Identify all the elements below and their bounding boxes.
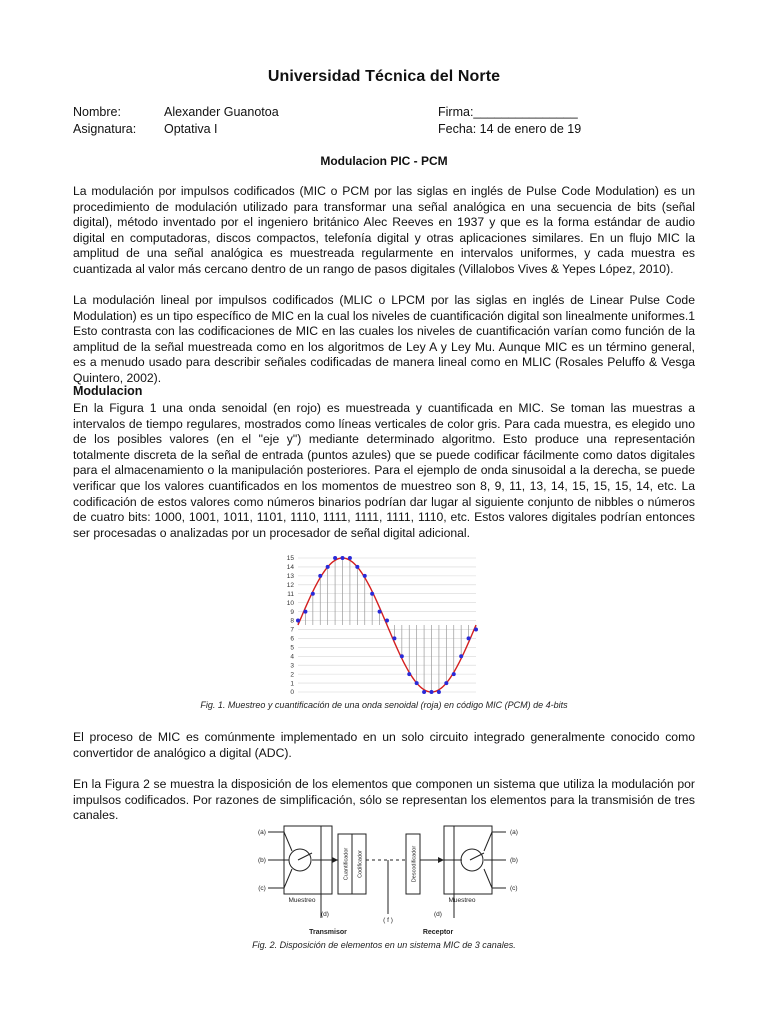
sample-point [385, 619, 389, 623]
sample-point [378, 610, 382, 614]
sample-point [407, 672, 411, 676]
sample-point [459, 654, 463, 658]
label-d-right: (d) [434, 911, 442, 918]
sample-point [437, 690, 441, 694]
label-receptor: Receptor [422, 929, 454, 936]
sample-point [415, 681, 419, 685]
document-title: Modulacion PIC - PCM [320, 154, 448, 168]
figure-1-chart [278, 552, 488, 702]
paragraph-intro: La modulación por impulsos codificados (MIC o PCM por las siglas en inglés de Pulse Code Modulation) es un procedimiento de modulación utilizado para transformar una señal analógica en una secuencia de bits (señal digital), método inventado por el ingeniero británico Alec Reeves en 1937 y que es la forma estándar de audio digital en computadoras, discos compactos, telefonía digital y otras aplicaciones similares. En un flujo MIC la amplitud de una señal analógica es muestreada regularmente en intervalos uniformes, y cada muestra es cuantizada al valor más cercano dentro de un rango de pasos digitales (Villalobos Vives & Yepes López, 2010). [73, 184, 695, 276]
sample-point [467, 636, 471, 640]
label-transmisor: Transmisor [309, 929, 347, 936]
y-tick-label: 6 [290, 635, 294, 643]
sine-wave-line [298, 558, 476, 692]
signature-label: Firma:_______________ [438, 105, 578, 119]
sample-point [318, 574, 322, 578]
y-tick-label: 0 [290, 689, 294, 697]
sample-point [333, 556, 337, 560]
sample-point [422, 690, 426, 694]
figure-2-diagram [248, 818, 518, 942]
y-tick-label: 2 [290, 671, 294, 679]
y-tick-label: 12 [286, 582, 294, 589]
paragraph-lpcm: La modulación lineal por impulsos codificados (MLIC o LPCM por las siglas en inglés de Linear Pulse Code Modulation) es un tipo específico de MIC en la cual los niveles de cuantificación digital son linealmente uniformes.1 Esto contrasta con las codificaciones de MIC en las cuales los niveles de cuantificación varían como función de la amplitud de la señal muestreada como en los algoritmos de Ley A y Ley Mu. Aunque MIC es un término general, es a menudo usado para describir señales codificadas de manera lineal como en MLIC (Rosales Peluffo & Vesga Quintero, 2002). [73, 293, 695, 385]
paragraph-adc: El proceso de MIC es comúnmente implementado en un solo circuito integrado generalmente conocido como convertidor de analógico a digital (ADC). [73, 730, 695, 760]
sample-point [341, 556, 345, 560]
sample-point [311, 592, 315, 596]
label-b-left: (b) [258, 857, 266, 864]
paragraph-modulacion: En la Figura 1 una onda senoidal (en rojo) es muestreada y cuantificada en MIC. Se toman las muestras a intervalos de tiempo regulares, mostrados como líneas verticales de color gris. Para cada muestra, es elegido uno de los posibles valores (en el "eje y") mediante determinado algoritmo. Esto produce una representación totalmente discreta de la señal de entrada (puntos azules) que se puede codificar fácilmente como datos digitales para el almacenamiento o la manipulación posteriores. Para el ejemplo de onda sinusoidal a la derecha, se puede verificar que los valores cuantificados en los momentos de muestreo son 8, 9, 11, 13, 14, 15, 15, 15, 14, etc. La codificación de estos valores como números binarios podrían dar lugar al siguiente conjunto de nibbles o números de cuatro bits: 1000, 1001, 1011, 1101, 1110, 1111, 1111, 1111, 1110, etc. Estos valores digitales podrían entonces ser procesadas o analizadas por un procesador de señal digital adicional. [73, 401, 695, 540]
label-d-left: (d) [321, 911, 329, 918]
label-c-left: (c) [258, 885, 266, 892]
label-a-right: (a) [510, 829, 518, 836]
y-tick-label: 8 [290, 617, 294, 625]
sample-point [296, 619, 300, 623]
sample-point [392, 636, 396, 640]
y-tick-label: 9 [290, 608, 294, 616]
label-a-left: (a) [258, 829, 266, 836]
paragraph-figure-2: En la Figura 2 se muestra la disposición de los elementos que componen un sistema que utiliza la modulación por impulsos codificados. Por razones de simplificación, sólo se representan los elementos para la transmisión de tres canales. [73, 777, 695, 823]
label-codificador: Codificador [357, 850, 364, 878]
y-tick-label: 10 [286, 599, 294, 607]
sample-point [452, 672, 456, 676]
y-tick-label: 11 [287, 590, 294, 598]
subject-label: Asignatura: [73, 122, 137, 136]
label-b-right: (b) [510, 857, 518, 864]
y-tick-label: 13 [286, 573, 294, 581]
subject-value: Optativa I [164, 122, 218, 136]
sample-point [370, 592, 374, 596]
y-tick-label: 14 [286, 564, 294, 572]
label-f: ( f ) [383, 917, 393, 924]
sample-point [400, 654, 404, 658]
sample-point [348, 556, 352, 560]
name-label: Nombre: [73, 105, 121, 119]
figure-2-caption: Fig. 2. Disposición de elementos en un sistema MIC de 3 canales. [252, 940, 516, 950]
sample-point [326, 565, 330, 569]
sample-point [430, 690, 434, 694]
name-value: Alexander Guanotoa [164, 105, 279, 119]
sample-point [355, 565, 359, 569]
y-tick-label: 5 [290, 644, 294, 652]
label-cuantificador: Cuantificador [343, 847, 350, 881]
y-tick-label: 4 [290, 653, 294, 661]
sample-point [474, 627, 478, 631]
label-c-right: (c) [510, 885, 518, 892]
date-label: Fecha: 14 de enero de 19 [438, 122, 582, 136]
y-tick-label: 15 [286, 555, 294, 563]
sample-point [303, 610, 307, 614]
figure-1-caption: Fig. 1. Muestreo y cuantificación de una onda senoidal (roja) en código MIC (PCM) de 4-bits [200, 700, 568, 710]
sample-point [363, 574, 367, 578]
y-tick-label: 1 [290, 680, 294, 688]
sample-point [444, 681, 448, 685]
section-heading-modulacion: Modulacion [73, 384, 143, 398]
label-muestreo-left: Muestreo [288, 897, 316, 904]
y-tick-label: 7 [290, 626, 294, 634]
y-tick-label: 3 [290, 662, 294, 670]
label-muestreo-right: Muestreo [448, 897, 476, 904]
university-title: Universidad Técnica del Norte [267, 68, 501, 85]
label-descodificador: Descodificador [411, 845, 418, 883]
